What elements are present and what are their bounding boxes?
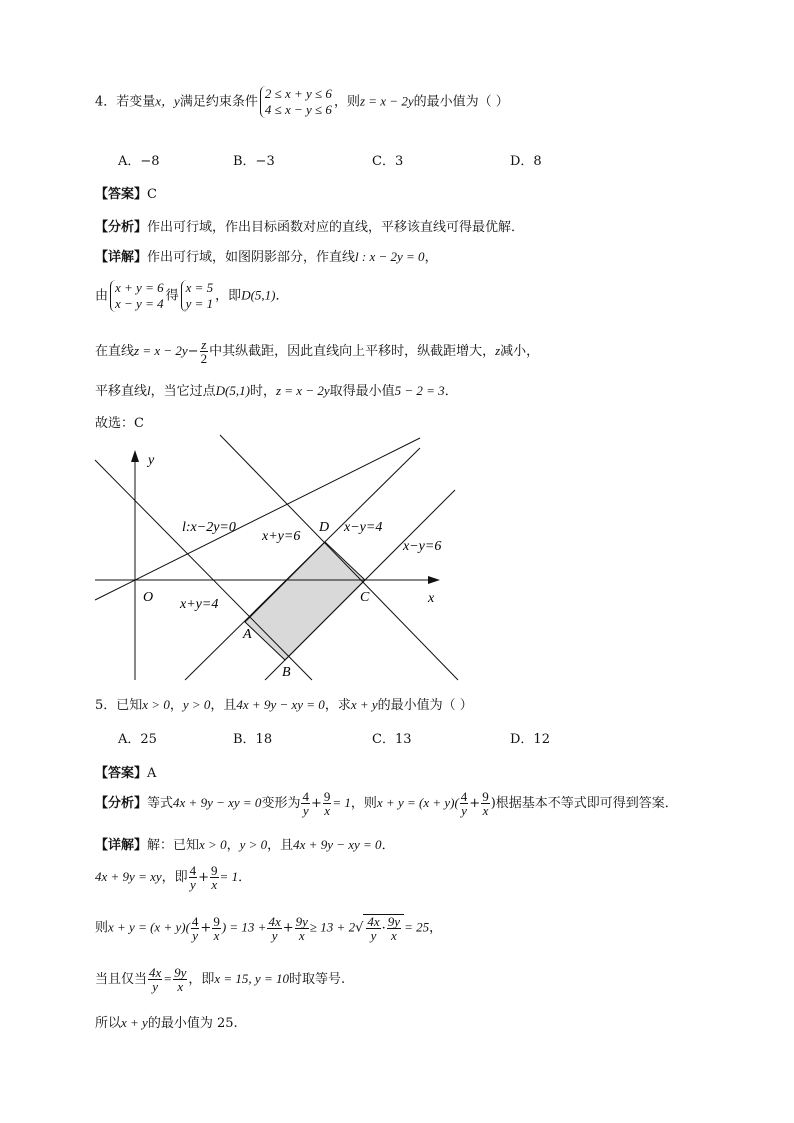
line-l xyxy=(95,438,420,600)
label-o: O xyxy=(143,590,154,605)
q5-option-b: B．18 xyxy=(233,732,273,747)
q5-detail-1: 【详解】解：已知x > 0，y > 0，且4x + 9y − xy = 0． xyxy=(95,837,395,853)
label-d: D xyxy=(319,520,330,535)
label-line-l: l:x−2y=0 xyxy=(182,520,236,535)
line-x-minus-y-4 xyxy=(185,448,420,680)
q5-detail-4: 当且仅当 $\frac{4x}{y}$ = $\frac{9y}{x}$ ，即x = 15, y = 10时取等号. xyxy=(95,965,346,994)
q4-stem: 4．若变量x，y满足约束条件2 ≤ x + y ≤ 6 4 ≤ x − y ≤ 6 ，则z = x − 2y的最小值为（ ） xyxy=(95,86,509,117)
line-x-plus-y-4 xyxy=(95,460,312,680)
feasible-region-shading xyxy=(245,542,365,660)
label-x-plus-y-6: x+y=6 xyxy=(262,529,301,544)
q5-option-c: C．13 xyxy=(372,732,412,747)
q5-detail-2: 4x + 9y = xy，即 $\frac{4}{y}$ + $\frac{9}{x}$ = 1． xyxy=(95,863,252,892)
q5-analysis: 【分析】等式4x + 9y − xy = 0变形为 $\frac{4}{y}$ + $\frac{9}{x}$ = 1，则x + y = (x + y)( $\frac{4}{y}$ + $\frac{9}{x}$ )根据基本不等式即可得到答案． xyxy=(95,789,678,818)
q4-analysis: 【分析】作出可行域，作出目标函数对应的直线，平移该直线可得最优解． xyxy=(95,220,525,235)
line-x-plus-y-6 xyxy=(220,435,458,680)
q4-option-b: B．−3 xyxy=(233,154,275,169)
q5-detail-3: 则x + y = (x + y)( $\frac{4}{y}$ + $\frac{9}{x}$ ) = 13 + $\frac{4x}{y}$ + $\frac{9y}{x}$ ≥ 13 + 2√ $\frac{4x}{y}$ · $\frac{9y}{x}$ = 25， xyxy=(95,913,443,943)
q4-answer: 【答案】C xyxy=(95,187,157,202)
q5-detail-5: 所以x + y的最小值为 25. xyxy=(95,1015,238,1031)
q5-option-a: A．25 xyxy=(118,732,157,747)
q4-detail-3: 在直线z = x − 2y− $\frac{z}{2}$ 中其纵截距，因此直线向上平移时，纵截距增大，z减小， xyxy=(95,337,540,366)
x-axis-arrow-icon xyxy=(428,576,440,584)
q4-detail-4: 平移直线l，当它过点D(5,1)时，z = x − 2y取得最小值5 − 2 = 3． xyxy=(95,383,458,399)
label-x-minus-y-4: x−y=4 xyxy=(344,520,383,535)
label-x-minus-y-6: x−y=6 xyxy=(403,539,442,554)
y-axis-arrow-icon xyxy=(131,450,139,462)
q5-answer: 【答案】A xyxy=(95,766,157,781)
q4-condition-brace: 2 ≤ x + y ≤ 6 4 ≤ x − y ≤ 6 xyxy=(260,86,332,118)
label-y: y xyxy=(148,453,155,468)
q5-stem: 5．已知x > 0，y > 0，且4x + 9y − xy = 0，求x + y的最小值为（ ） xyxy=(95,697,473,713)
feasible-region-figure xyxy=(0,430,794,685)
q4-system: 由x + y = 6 x − y = 4 得x = 5 y = 1 ，即D(5,1)． xyxy=(95,280,289,311)
label-a: A xyxy=(243,627,252,642)
sqrt-icon: √ xyxy=(355,920,364,936)
q5-option-d: D．12 xyxy=(510,732,550,747)
q4-option-c: C．3 xyxy=(372,154,404,169)
label-x: x xyxy=(428,591,435,606)
label-c: C xyxy=(360,590,370,605)
q4-option-a: A．−8 xyxy=(118,154,160,169)
label-b: B xyxy=(282,665,291,680)
label-x-plus-y-4: x+y=4 xyxy=(180,597,219,612)
q4-detail-1: 【详解】作出可行域，如图阴影部分，作直线l : x − 2y = 0， xyxy=(95,249,438,265)
q4-option-d: D．8 xyxy=(510,154,542,169)
q4-choice: 故选：C xyxy=(95,416,144,431)
